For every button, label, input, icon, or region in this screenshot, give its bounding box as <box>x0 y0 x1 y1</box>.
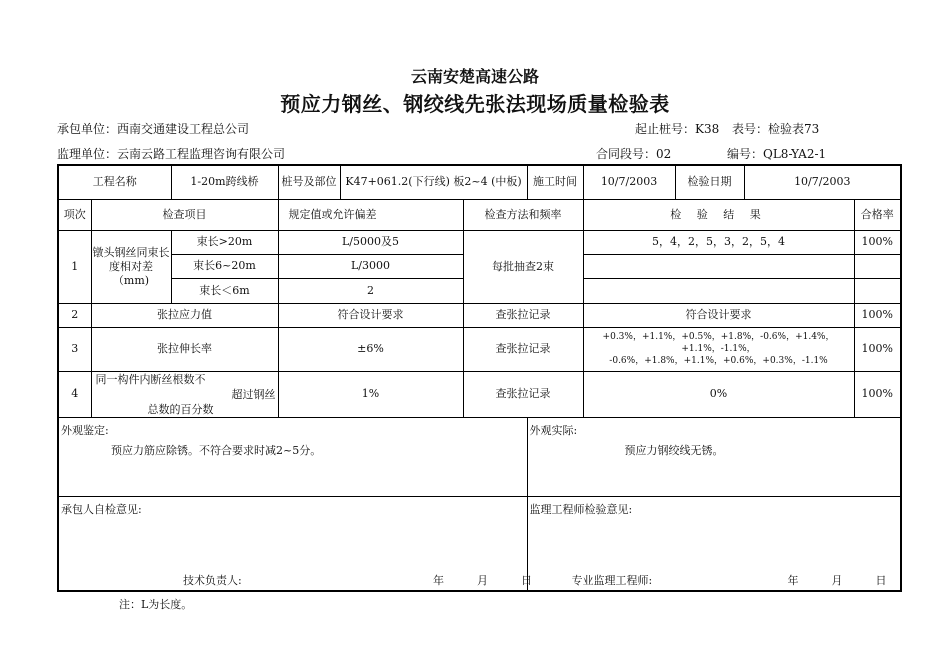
construct-time-label: 施工时间 <box>527 165 583 199</box>
appearance-row <box>58 417 901 496</box>
appearance-eval-text: 预应力筋应除锈。不符合要求时减2~5分。 <box>111 443 322 457</box>
row3-spec: ±6% <box>278 327 463 371</box>
row2-no: 2 <box>58 303 91 327</box>
appearance-eval <box>58 417 527 496</box>
project-value: 1-20m跨线桥 <box>171 165 278 199</box>
engineer-opinion <box>527 496 901 591</box>
appearance-actual-label: 外观实际: <box>529 423 578 437</box>
supervisor-unit: 监理单位：云南云路工程监理咨询有限公司 <box>57 147 286 161</box>
row3-rate: 100% <box>854 327 901 371</box>
contractor-opinion-label: 承包人自检意见: <box>61 502 142 516</box>
row4-method: 查张拉记录 <box>463 371 583 417</box>
engineer-month: 月 <box>831 574 843 587</box>
row1-result1: 5，4，2，5，3，2，5，4 <box>583 230 854 254</box>
row4-spec: 1% <box>278 371 463 417</box>
table-row <box>58 303 901 327</box>
column-header-row <box>58 199 901 230</box>
project-title: 云南安楚高速公路 <box>410 67 539 86</box>
row3-item: 张拉伸长率 <box>91 327 278 371</box>
row2-rate: 100% <box>854 303 901 327</box>
engineer-year: 年 <box>787 574 799 587</box>
row2-result: 符合设计要求 <box>583 303 854 327</box>
row4-item <box>91 371 278 417</box>
row3-result-line2: -0.6%，+1.8%，+1.1%，+0.6%，+0.3%，-1.1% <box>609 356 828 366</box>
construct-time-value: 10/7/2003 <box>583 165 675 199</box>
row4-no: 4 <box>58 371 91 417</box>
row2-method: 查张拉记录 <box>463 303 583 327</box>
row1-spec1: L/5000及5 <box>278 230 463 254</box>
col-result: 检 验 结 果 <box>583 199 854 230</box>
row4-result: 0% <box>583 371 854 417</box>
info-row <box>58 165 901 199</box>
table-row <box>58 230 901 254</box>
row1-sub2: 束长6~20m <box>171 254 278 278</box>
inspection-table <box>57 164 902 592</box>
col-spec: 规定值或允许偏差 <box>278 199 463 230</box>
row1-spec3: 2 <box>278 278 463 303</box>
contractor-opinion <box>58 496 532 591</box>
row2-spec: 符合设计要求 <box>278 303 463 327</box>
appearance-actual-text: 预应力钢绞线无锈。 <box>624 443 724 457</box>
row3-result <box>583 327 854 371</box>
contractor-day: 日 <box>521 574 532 587</box>
row4-item-line1: 同一构件内断丝根数不 <box>95 372 206 386</box>
appearance-eval-label: 外观鉴定: <box>61 423 109 437</box>
station-range: 起止桩号：K38 <box>635 122 720 136</box>
col-no: 项次 <box>58 199 91 230</box>
row1-result3 <box>583 278 854 303</box>
location-label: 桩号及部位 <box>278 165 340 199</box>
signoff-row <box>58 496 901 591</box>
engineer-sign: 专业监理工程师: <box>571 574 653 587</box>
contractor-unit: 承包单位：西南交通建设工程总公司 <box>57 122 250 136</box>
col-item: 检查项目 <box>91 199 278 230</box>
col-pass-rate: 合格率 <box>854 199 901 230</box>
row1-rate1: 100% <box>854 230 901 254</box>
row1-item: 镦头钢丝同束长度相对差（mm) <box>91 230 171 303</box>
row1-spec2: L/3000 <box>278 254 463 278</box>
contract-section: 合同段号：02 <box>596 147 672 161</box>
row1-rate3 <box>854 278 901 303</box>
serial-number: 编号：QL8-YA2-1 <box>727 147 827 161</box>
form-number: 表号：检验表73 <box>732 122 820 136</box>
row1-method: 每批抽查2束 <box>463 230 583 303</box>
row1-sub3: 束长＜6m <box>171 278 278 303</box>
row4-item-line2: 超过钢丝 <box>231 387 276 401</box>
row1-result2 <box>583 254 854 278</box>
row1-sub1: 束长>20m <box>171 230 278 254</box>
row4-item-line3: 总数的百分数 <box>147 402 214 416</box>
row1-rate2 <box>854 254 901 278</box>
contractor-year: 年 <box>433 574 444 587</box>
inspect-date-value: 10/7/2003 <box>744 165 901 199</box>
table-row <box>58 327 901 371</box>
project-label: 工程名称 <box>58 165 171 199</box>
col-method: 检查方法和频率 <box>463 199 583 230</box>
table-row <box>58 371 901 417</box>
contractor-month: 月 <box>477 574 488 587</box>
footnote: 注：L为长度。 <box>119 598 193 611</box>
row2-item: 张拉应力值 <box>91 303 278 327</box>
engineer-day: 日 <box>875 574 887 587</box>
tech-lead-sign: 技术负责人: <box>183 574 242 587</box>
row3-no: 3 <box>58 327 91 371</box>
inspect-date-label: 检验日期 <box>675 165 744 199</box>
row3-method: 查张拉记录 <box>463 327 583 371</box>
location-value: K47+061.2(下行线) 板2~4 (中板) <box>340 165 527 199</box>
form-title: 预应力钢丝、钢绞线先张法现场质量检验表 <box>280 92 670 116</box>
engineer-opinion-label: 监理工程师检验意见: <box>529 502 633 516</box>
row3-result-line1: +0.3%，+1.1%，+0.5%，+1.8%，-0.6%，+1.4%，+1.1%，-1.1%， <box>602 332 835 354</box>
row4-rate: 100% <box>854 371 901 417</box>
row1-no: 1 <box>58 230 91 303</box>
appearance-actual <box>527 417 901 496</box>
